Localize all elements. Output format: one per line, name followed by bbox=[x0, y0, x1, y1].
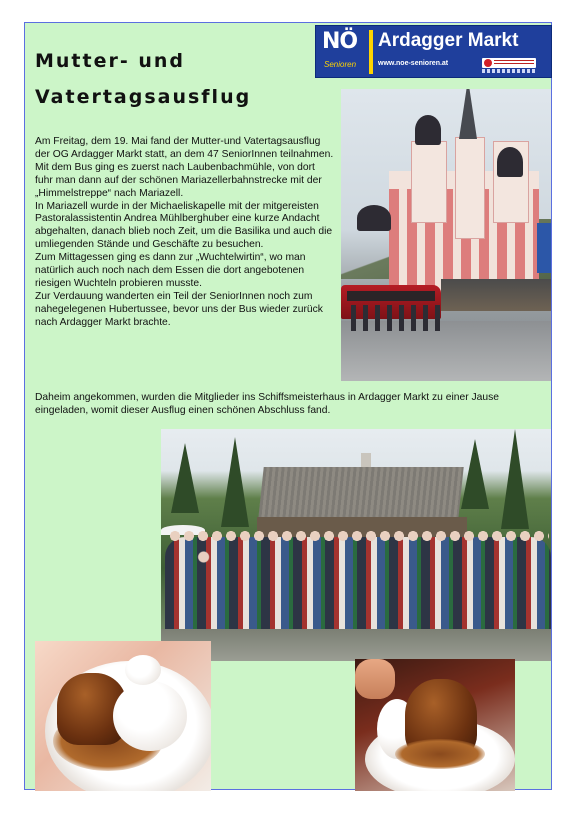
paragraph-4: Zum Mittagessen ging es dann zur „Wuchtelwirtin“, wo man natürlich auch noch nach dem Essen die dort angebotenen riesigen Wuchteln probieren musste. bbox=[35, 252, 306, 289]
logo-fine-print-icon bbox=[482, 69, 536, 73]
wuchtel-photo-right bbox=[355, 659, 515, 791]
photo-tree bbox=[221, 437, 249, 527]
group-photo bbox=[161, 429, 551, 661]
photo-bus-window bbox=[347, 291, 435, 301]
paragraph-1: Am Freitag, dem 19. Mai fand der Mutter-und Vatertagsausflug der OG Ardagger Markt statt, an dem 47 SeniorInnen teilnahmen. bbox=[35, 136, 334, 160]
photo-hand bbox=[355, 659, 395, 699]
photo-people bbox=[351, 305, 441, 331]
photo-sauce bbox=[395, 739, 485, 769]
photo-senior-group bbox=[165, 537, 551, 637]
photo-small-dome bbox=[357, 205, 391, 231]
photo-tree bbox=[171, 443, 199, 513]
photo-ground bbox=[161, 629, 551, 661]
wuchtel-photo-left bbox=[35, 641, 211, 791]
logo-group-name: Ardagger Markt bbox=[378, 30, 519, 51]
photo-right-dome bbox=[497, 147, 523, 177]
partner-badge-icon bbox=[482, 58, 536, 68]
photo-tree bbox=[501, 429, 529, 529]
badge-dot-icon bbox=[484, 59, 492, 67]
basilica-photo bbox=[341, 89, 551, 381]
article-page bbox=[24, 22, 552, 790]
photo-gothic-spire bbox=[459, 89, 477, 139]
noe-logo-mark bbox=[320, 28, 370, 74]
photo-tree bbox=[461, 439, 489, 509]
photo-left-tower bbox=[411, 141, 447, 223]
photo-heads bbox=[169, 529, 549, 543]
photo-left-dome bbox=[415, 115, 441, 145]
logo-divider bbox=[369, 30, 373, 74]
paragraph-2: Mit dem Bus ging es zuerst nach Laubenbachmühle, von dort fuhr man dann auf der schönen Mariazellerbahnstrecke mit der „Himmelstreppe“ nach Mariazell. bbox=[35, 161, 322, 199]
closing-paragraph: Daheim angekommen, wurden die Mitglieder ins Schiffsmeisterhaus in Ardagger Markt zu einer Jause eingeladen, womit dieser Ausflug einen schönen Abschluss fand. bbox=[35, 392, 499, 416]
article-title bbox=[35, 43, 251, 115]
photo-center-tower bbox=[455, 137, 485, 239]
title-line-1: Mutter- und bbox=[35, 50, 186, 72]
logo-url: www.noe-senioren.at bbox=[378, 60, 449, 67]
photo-hut-roof bbox=[258, 467, 463, 519]
paragraph-3: In Mariazell wurde in der Michaeliskapelle mit der mitgereisten Pastoralassistentin Andrea Mühlberghuber eine kurze Andacht abgehalten, danach blieb noch Zeit, um die Basilika und auch die umliegenden Stände und Geschäfte zu besuchen. bbox=[35, 200, 333, 251]
photo-market-stand bbox=[441, 279, 551, 311]
photo-whipped-cream bbox=[113, 681, 187, 751]
badge-lines-icon bbox=[494, 60, 534, 66]
logo-senioren-text: Senioren bbox=[324, 60, 357, 69]
noe-senioren-logo bbox=[315, 25, 552, 78]
article-body bbox=[35, 136, 335, 330]
paragraph-5: Zur Verdauung wanderten ein Teil der SeniorInnen noch zum nahegelegenen Hubertussee, bevor uns der Bus wieder zurück nach Ardagger Markt brachte. bbox=[35, 290, 323, 328]
photo-ice-cream bbox=[125, 655, 161, 685]
logo-no-text: NÖ bbox=[322, 29, 358, 54]
photo-flag bbox=[537, 223, 551, 273]
title-line-2: Vatertagsausflug bbox=[35, 86, 252, 108]
